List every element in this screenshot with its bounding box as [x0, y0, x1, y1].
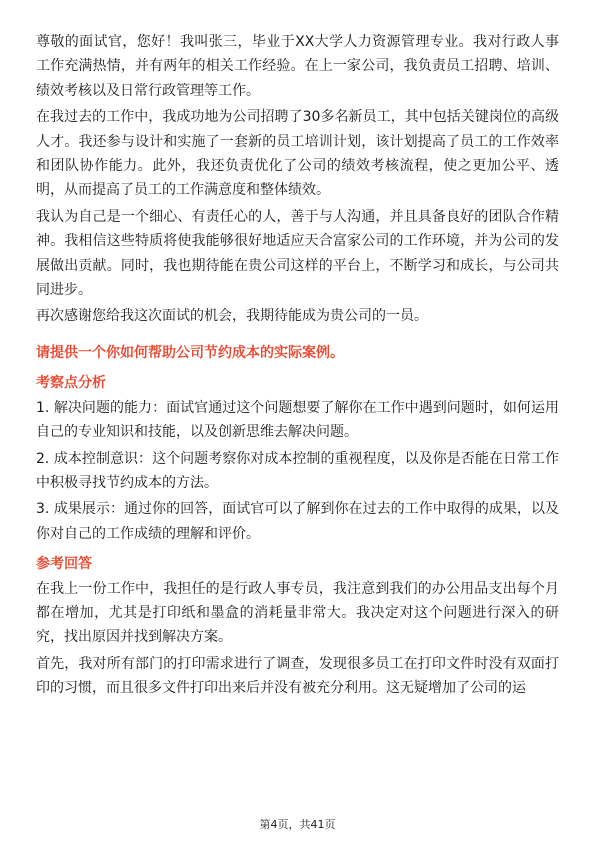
intro-paragraph: 我认为自己是一个细心、有责任心的人，善于与人沟通，并且具备良好的团队合作精神。我相信这些特质将使我能够很好地适应天合富家公司的工作环境，并为公司的发展做出贡献。同时，我也期待能在贵公司这样的平台上，不断学习和成长，与公司共同进步。 — [36, 208, 559, 299]
analysis-item: 1. 解决问题的能力：面试官通过这个问题想要了解你在工作中遇到问题时，如何运用自己的专业知识和技能，以及创新思维去解决问题。 — [36, 399, 559, 441]
answer-title: 参考回答 — [36, 556, 92, 573]
analysis-title: 考察点分析 — [36, 375, 106, 392]
analysis-item: 3. 成果展示：通过你的回答，面试官可以了解到你在过去的工作中取得的成果，以及你对自己的工作成绩的理解和评价。 — [36, 501, 559, 542]
answer-paragraph: 在我上一份工作中，我担任的是行政人事专员，我注意到我们的办公用品支出每个月都在增加，尤其是打印纸和墨盒的消耗量非常大。我决定对这个问题进行深入的研究，找出原因并找到解决方案。 — [36, 580, 559, 646]
question-heading: 请提供一个你如何帮助公司节约成本的实际案例。 — [36, 344, 344, 361]
intro-paragraph: 再次感谢您给我这次面试的机会，我期待能成为贵公司的一员。 — [36, 308, 428, 325]
page-footer: 第4页，共41页 — [259, 818, 336, 831]
document-page — [36, 30, 559, 703]
intro-paragraph: 在我过去的工作中，我成功地为公司招聘了30多名新员工，其中包括关键岗位的高级人才。我还参与设计和实施了一套新的员工培训计划，该计划提高了员工的工作效率和团队协作能力。此外，我还负责优化了公司的绩效考核流程，使之更加公平、透明，从而提高了员工的工作满意度和整体绩效。 — [36, 109, 559, 199]
intro-paragraph: 尊敬的面试官，您好！我叫张三，毕业于XX大学人力资源管理专业。我对行政人事工作充满热情，并有两年的相关工作经验。在上一家公司，我负责员工招聘、培训、绩效考核以及日常行政管理等工作。 — [36, 34, 559, 99]
analysis-item: 2. 成本控制意识：这个问题考察你对成本控制的重视程度，以及你是否能在日常工作中积极寻找节约成本的方法。 — [36, 450, 559, 491]
answer-paragraph: 首先，我对所有部门的打印需求进行了调查，发现很多员工在打印文件时没有双面打印的习惯，而且很多文件打印出来后并没有被充分利用。这无疑增加了公司的运 — [36, 655, 559, 697]
